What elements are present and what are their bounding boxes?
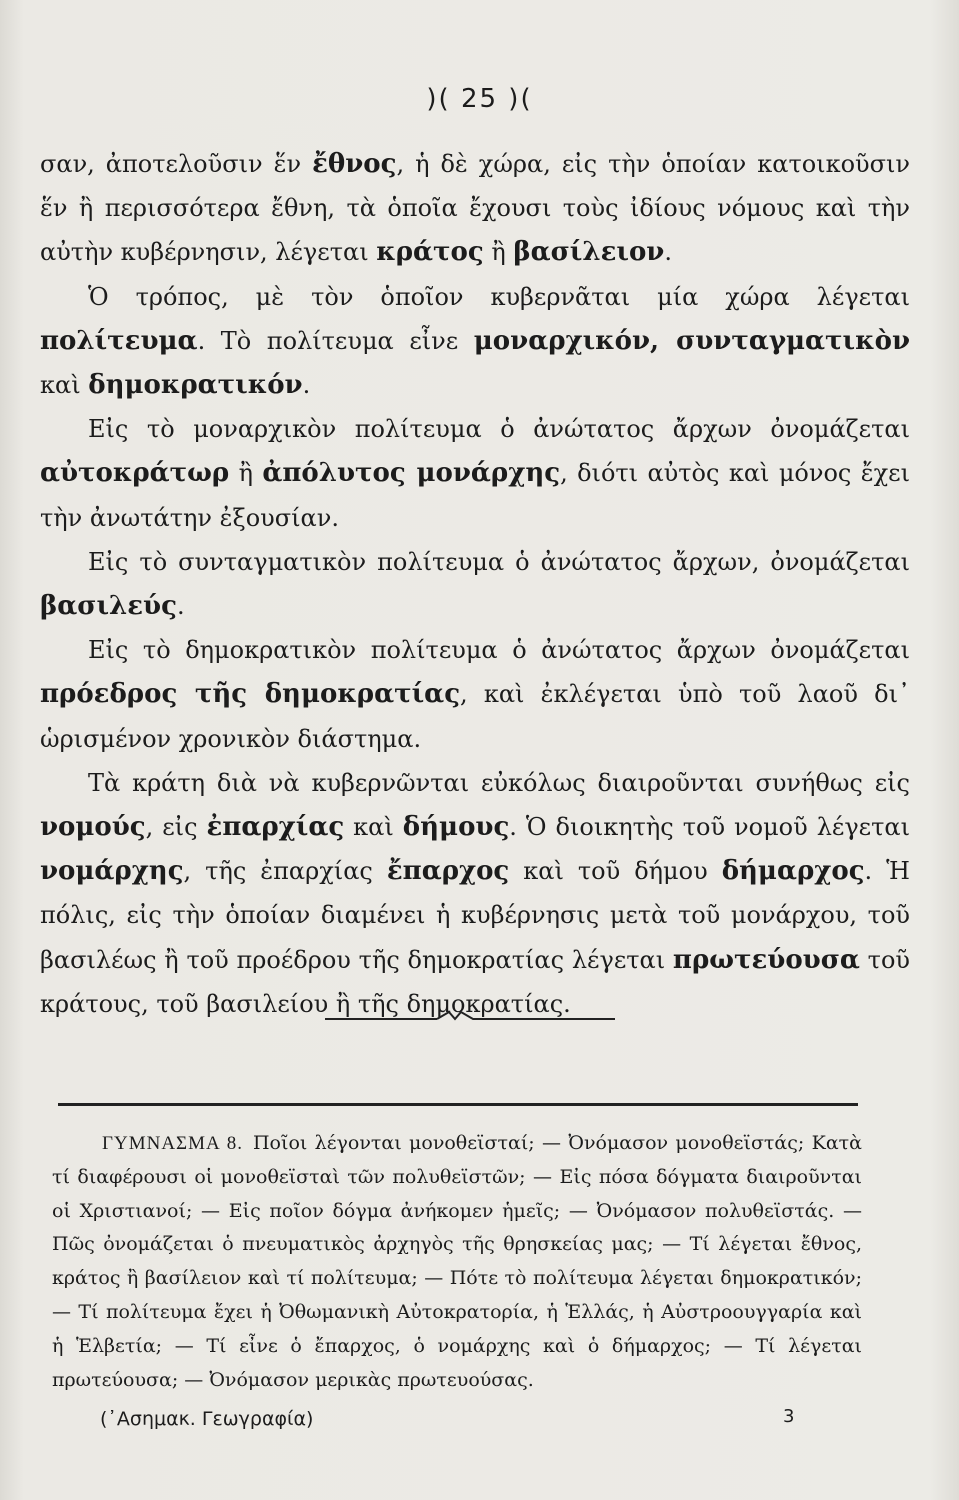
page-number: )( 25 )(	[426, 84, 533, 114]
text-run: τοῦ κράτους, τοῦ βασιλείου ἢ τῆς δημοκρατίας.	[40, 945, 910, 1018]
bold-term: ἔθνος	[312, 149, 397, 179]
text-run: καὶ	[344, 813, 403, 842]
text-run: , καὶ ἐκλέγεται ὑπὸ τοῦ λαοῦ δι᾽ ὡρισμένον χρονικὸν διάστημα.	[40, 680, 910, 753]
bold-term: δημοκρατικόν	[88, 370, 303, 401]
bold-term: δήμαρχος	[721, 856, 865, 887]
bold-term: βασιλεύς	[40, 591, 177, 622]
signature-mark: 3	[783, 1406, 795, 1427]
text-run: Ὁ τρόπος, μὲ τὸν ὁποῖον κυβερνᾶται μία χώρα λέγεται	[88, 282, 910, 311]
bold-term: αὐτοκράτωρ	[40, 458, 230, 489]
paragraph	[40, 540, 910, 628]
body-text	[40, 142, 910, 1026]
text-run: ἢ	[229, 459, 263, 488]
bold-term: μοναρχικόν, συνταγματικὸν	[473, 325, 910, 356]
text-run: .	[176, 592, 185, 621]
exercise-block	[52, 1127, 862, 1397]
text-run: Τὰ κράτη διὰ νὰ κυβερνῶνται εὐκόλως διαιροῦνται συνήθως εἰς	[88, 768, 910, 797]
text-run: . Ἡ πόλις, εἰς τὴν ὁποίαν διαμένει ἡ κυβέρνησις μετὰ τοῦ μονάρχου, τοῦ βασιλέως ἢ τοῦ προέδρου τῆς δημοκρατίας λέγεται	[40, 857, 910, 974]
text-run: .	[302, 371, 311, 400]
exercise-label: ΓΥΜΝΑΣΜΑ 8.	[102, 1133, 243, 1154]
exercise-text: Ποῖοι λέγονται μονοθεϊσταί; — Ὀνόμασον μονοθεϊστάς; Κατὰ τί διαφέρουσι οἱ μονοθεϊσταὶ τῶν πολυθεϊστῶν; — Εἰς πόσα δόγματα διαιροῦνται οἱ Χριστιανοί; — Εἰς ποῖον δόγμα ἀνήκομεν ἡμεῖς; — Ὀνόμασον πολυθεϊστάς. — Πῶς ὀνομάζεται ὁ πνευματικὸς ἀρχηγὸς τῆς θρησκείας μας; — Τί λέγεται ἔθνος, κράτος ἢ βασίλειον καὶ τί πολίτευμα; — Πότε τὸ πολίτευμα λέγεται δημοκρατικόν; — Τί πολίτευμα ἔχει ἡ Ὀθωμανικὴ Αὐτοκρατορία, ἡ Ἑλλάς, ἡ Αὐστροουγγαρία καὶ ἡ Ἑλβετία; — Τί εἶνε ὁ ἔπαρχος, ὁ νομάρχης καὶ ὁ δήμαρχος; — Τί λέγεται πρωτεύουσα; — Ὀνόμασον μερικὰς πρωτευούσας.	[52, 1132, 863, 1391]
bold-term: βασίλειον	[513, 237, 665, 268]
paragraph	[40, 628, 910, 761]
bold-term: πρωτεύουσα	[672, 944, 860, 975]
bold-term: ἀπόλυτος μονάρχης	[262, 458, 561, 489]
text-run: Εἰς τὸ δημοκρατικὸν πολίτευμα ὁ ἀνώτατος ἄρχων ὀνομάζεται	[88, 636, 910, 665]
bold-term: ἐπαρχίας	[206, 812, 345, 843]
bold-term: πολίτευμα	[40, 325, 198, 356]
bold-term: νομάρχης	[40, 856, 184, 887]
text-run: καὶ	[40, 371, 89, 400]
text-run: , τῆς ἐπαρχίας	[183, 857, 387, 886]
paragraph	[40, 142, 910, 275]
text-run: .	[664, 238, 672, 267]
bold-term: δήμους	[402, 812, 510, 843]
ornamental-divider	[325, 1006, 615, 1030]
text-run: . Ὁ διοικητὴς τοῦ νομοῦ λέγεται	[509, 813, 911, 842]
text-run: Εἰς τὸ μοναρχικὸν πολίτευμα ὁ ἀνώτατος ἄρχων ὀνομάζεται	[88, 415, 910, 444]
paragraph	[40, 407, 910, 540]
text-run: , εἰς	[145, 813, 207, 842]
bold-term: ἔπαρχος	[386, 856, 510, 887]
bold-term: πρόεδρος τῆς δημοκρατίας	[40, 679, 461, 710]
text-run: ἢ	[483, 238, 514, 267]
text-run: Εἰς τὸ συνταγματικὸν πολίτευμα ὁ ἀνώτατος ἄρχων, ὀνομάζεται	[88, 547, 910, 576]
text-run: . Τὸ πολίτευμα εἶνε	[197, 326, 474, 355]
text-run: , διότι αὐτὸς καὶ μόνος ἔχει τὴν ἀνωτάτην ἐξουσίαν.	[40, 459, 910, 532]
paragraph	[40, 761, 910, 1026]
paragraph	[40, 275, 910, 408]
section-rule	[58, 1103, 858, 1106]
bold-term: νομούς	[40, 812, 146, 843]
source-note: (᾿Ασημακ. Γεωγραφία)	[100, 1408, 314, 1430]
text-run: καὶ τοῦ δήμου	[509, 857, 722, 886]
text-run: , ἡ δὲ χώρα, εἰς τὴν ὁποίαν κατοικοῦσιν ἕν ἢ περισσότερα ἔθνη, τὰ ὁποῖα ἔχουσι τοὺς ἰδίους νόμους καὶ τὴν αὐτὴν κυβέρνησιν, λέγεται	[40, 150, 911, 267]
bold-term: κράτος	[376, 237, 484, 268]
text-run: σαν, ἀποτελοῦσιν ἕν	[40, 150, 313, 178]
